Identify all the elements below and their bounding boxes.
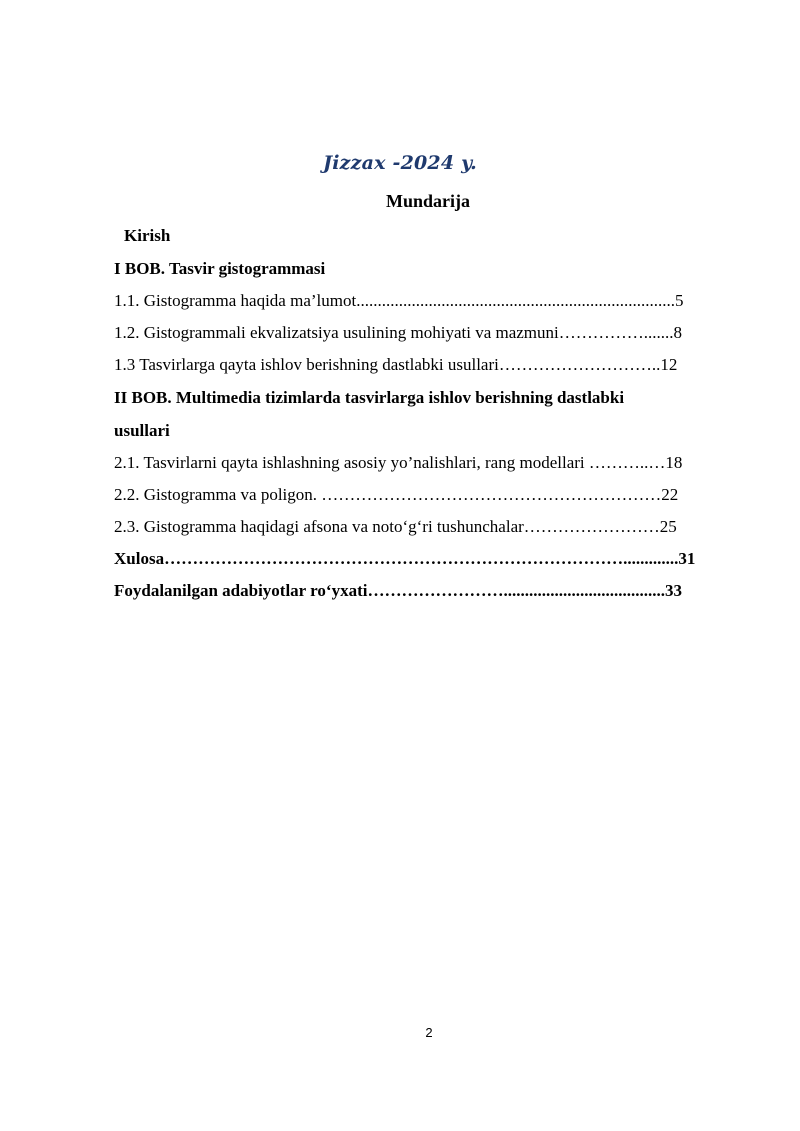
toc-entry-chapter-2-line-1: II BOB. Multimedia tizimlarda tasvirlarga ishlov berishning dastlabki [114,388,625,407]
toc-entry-2-1: 2.1. Tasvirlarni qayta ishlashning asosiy yo’nalishlari, rang modellari ………..…18 [114,453,683,472]
toc-entry-2-2: 2.2. Gistogramma va poligon. ……………………………………………………22 [114,485,679,504]
toc-entry-introduction: Kirish [124,226,171,245]
toc-title: Mundarija [385,191,470,211]
toc-entry-chapter-1: I BOB. Tasvir gistogrammasi [114,259,326,278]
toc-entry-1-3: 1.3 Tasvirlarga qayta ishlov berishning dastlabki usullari………………………..12 [114,355,678,374]
page-number: 2 [425,1025,433,1040]
toc-entry-chapter-2-line-2: usullari [114,421,170,440]
document-header-place-year: Jizzax -2024 y. [323,152,477,174]
toc-entry-references: Foydalanilgan adabiyotlar ro‘yxati……………………......................................33 [114,581,682,600]
toc-entry-1-1: 1.1. Gistogramma haqida ma’lumot...........................................................................5 [114,291,684,310]
toc-entry-conclusion: Xulosa……………………………………………………………………….............31 [114,549,696,568]
toc-entry-1-2: 1.2. Gistogrammali ekvalizatsiya usulining mohiyati va mazmuni…………….......8 [114,323,682,342]
toc-entry-2-3: 2.3. Gistogramma haqidagi afsona va noto‘g‘ri tushunchalar……………………25 [114,517,677,536]
